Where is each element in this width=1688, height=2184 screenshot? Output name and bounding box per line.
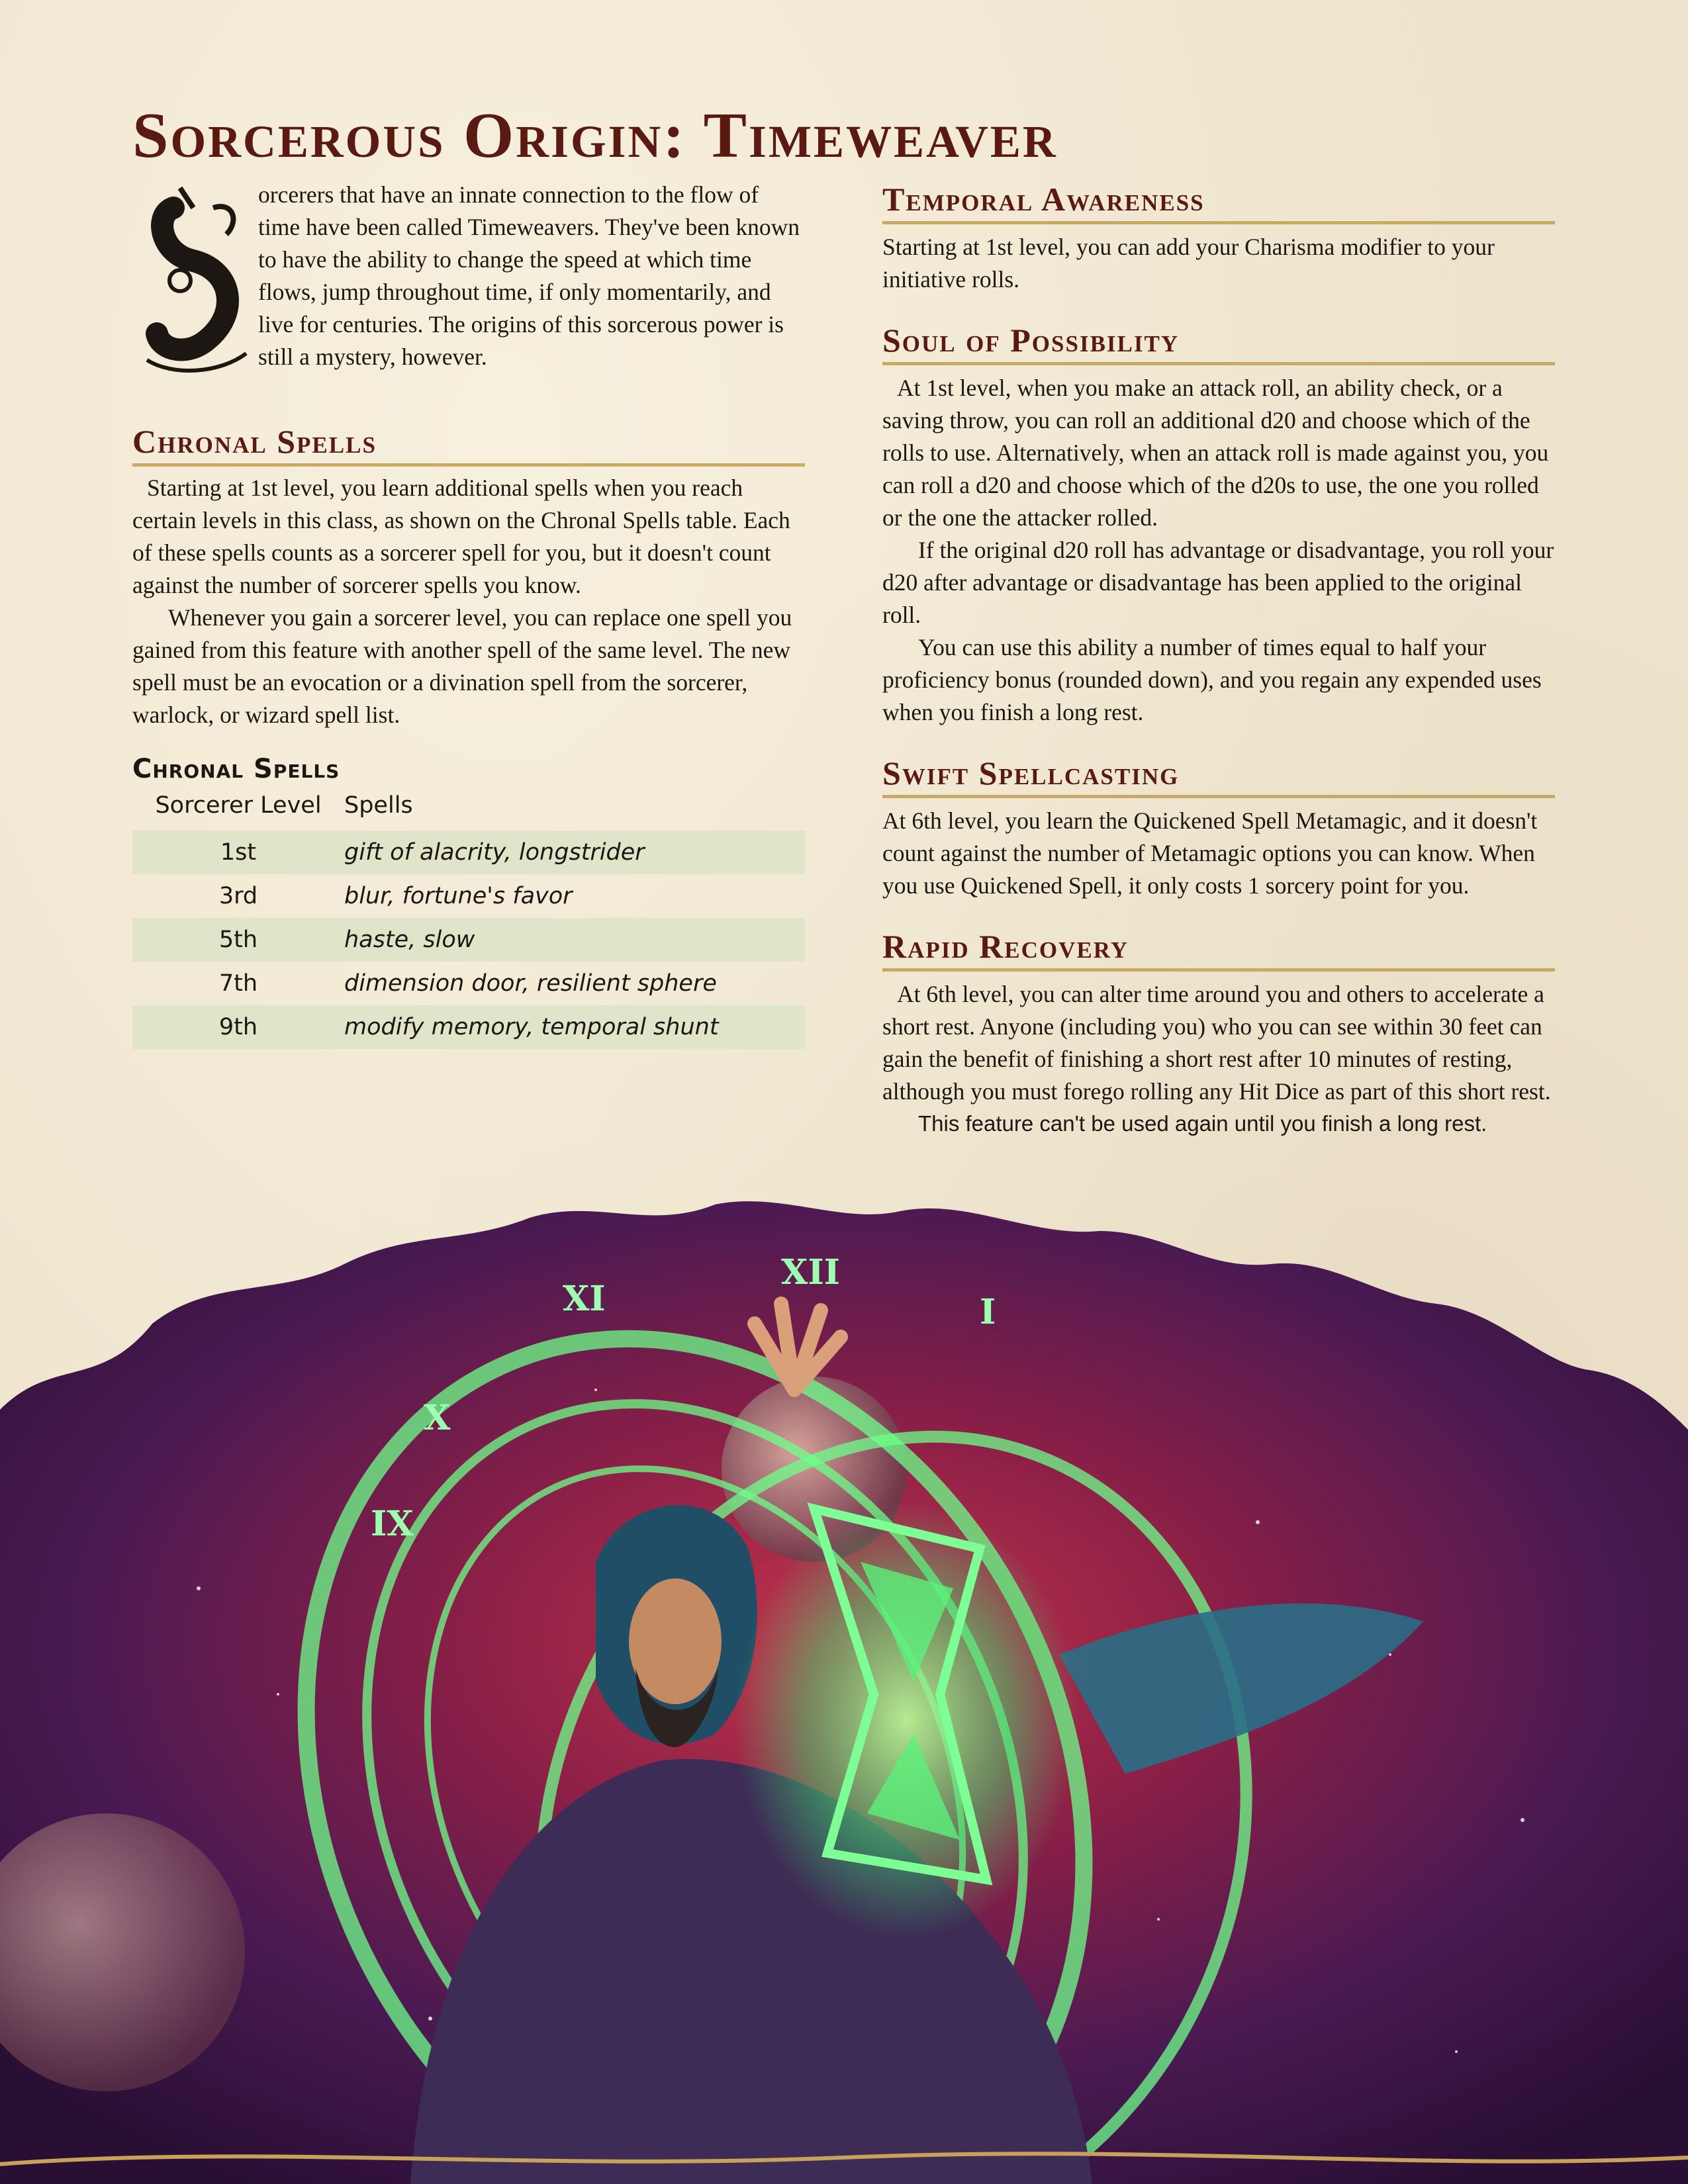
- table-row: 1st gift of alacrity, longstrider: [132, 831, 805, 874]
- chronal-spells-para1: Starting at 1st level, you learn additional spells when you reach certain levels in this class, as shown on the Chronal Spells table. Each of these spells counts as a sorcerer spell for you, but it doesn't count against the number of sorcerer spells you know.: [132, 475, 790, 598]
- table-row: 7th dimension door, resilient sphere: [218, 970, 717, 997]
- intro-block: [132, 179, 805, 417]
- right-column: [882, 179, 1555, 1140]
- table-row: 9th modify memory, temporal shunt: [132, 1005, 805, 1049]
- soul-of-possibility-para3: You can use this ability a number of times equal to half your proficiency bonus (rounded down), and you regain any expended uses when you finish a long rest.: [882, 634, 1542, 725]
- table-row: 3rd blur, fortune's favor: [218, 883, 573, 909]
- svg-text:IX: IX: [371, 1504, 414, 1544]
- rapid-recovery-para2: This feature can't be used again until you finish a long rest.: [918, 1111, 1487, 1136]
- swift-spellcasting-text: At 6th level, you learn the Quickened Spell Metamagic, and it doesn't count against the number of Metamagic options you can know. When you use Quickened Spell, it only costs 1 sorcery point for you.: [882, 807, 1538, 899]
- timeweaver-illustration: [0, 1191, 1688, 2184]
- rapid-recovery-heading: Rapid Recovery: [882, 926, 1555, 972]
- temporal-awareness-text: Starting at 1st level, you can add your Charisma modifier to your initiative rolls.: [882, 234, 1495, 293]
- chronal-spells-table: [132, 787, 805, 1049]
- page-title: Sorcerous Origin: Timeweaver: [132, 100, 1058, 171]
- svg-text:I: I: [980, 1292, 996, 1332]
- soul-of-possibility-heading: Soul of Possibility: [882, 320, 1555, 365]
- temporal-awareness-heading: Temporal Awareness: [882, 179, 1555, 224]
- svg-text:XII: XII: [781, 1252, 840, 1293]
- chronal-spells-para2: Whenever you gain a sorcerer level, you can replace one spell you gained from this feature with another spell of the same level. The new spell must be an evocation or a divination spell from the sorcerer, warlock, or wizard spell list.: [132, 604, 792, 728]
- drop-cap-s-icon: [140, 181, 253, 380]
- table-title: Chronal Spells: [132, 754, 340, 784]
- intro-text: orcerers that have an innate connection to the flow of time have been called Timeweavers. They've been known to have the ability to change the speed at which time flows, jump throughout time, if only momentarily, and live for centuries. The origins of this sorcerous power is still a mystery, however.: [258, 181, 800, 370]
- svg-text:XI: XI: [563, 1279, 606, 1319]
- soul-of-possibility-para2: If the original d20 roll has advantage or disadvantage, you roll your d20 after advantage or disadvantage has been applied to the original roll.: [882, 537, 1554, 628]
- swift-spellcasting-heading: Swift Spellcasting: [882, 752, 1555, 798]
- table-header-level: Sorcerer Level: [155, 792, 322, 819]
- table-header-spells: Spells: [344, 792, 413, 819]
- soul-of-possibility-para1: At 1st level, when you make an attack roll, an ability check, or a saving throw, you can roll an additional d20 and choose which of the rolls to use. Alternatively, when an attack roll is made against you, you can roll a d20 and choose which of the d20s to use, the one you rolled or the one the attacker rolled.: [882, 375, 1549, 531]
- hourglass: [735, 1502, 1079, 1939]
- table-row: 5th haste, slow: [132, 918, 805, 962]
- rapid-recovery-para1: At 6th level, you can alter time around you and others to accelerate a short rest. Anyone (including you) who you can see within 30 feet can gain the benefit of finishing a short rest after 10 minutes of resting, although you must forego rolling any Hit Dice as part of this short rest.: [882, 981, 1551, 1105]
- chronal-spells-heading: Chronal Spells: [132, 421, 805, 467]
- left-column: [132, 179, 805, 1049]
- svg-text:X: X: [424, 1398, 451, 1438]
